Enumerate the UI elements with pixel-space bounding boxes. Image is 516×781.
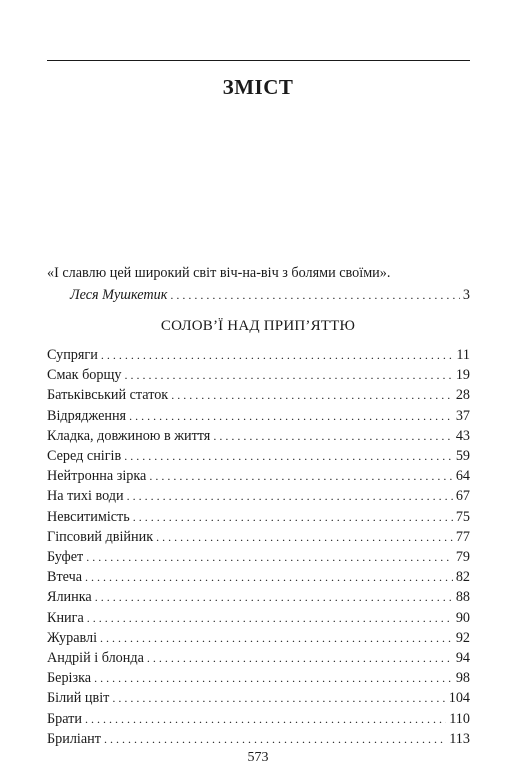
- toc-entry[interactable]: [47, 406, 470, 426]
- toc-entry-title: Нейтронна зірка: [47, 468, 147, 485]
- toc-entry-page: 92: [455, 629, 470, 646]
- toc-entry[interactable]: [47, 486, 470, 506]
- toc-entry[interactable]: [47, 608, 470, 628]
- toc-list: [47, 345, 470, 749]
- page-number: 573: [247, 750, 269, 765]
- dot-leader: [133, 507, 453, 527]
- toc-entry-title: Брати: [47, 710, 82, 727]
- toc-entry[interactable]: [47, 648, 470, 668]
- toc-entry[interactable]: [47, 365, 470, 385]
- toc-entry[interactable]: [47, 446, 470, 466]
- toc-entry[interactable]: [47, 709, 470, 729]
- dot-leader: [170, 284, 460, 306]
- toc-entry-page: 82: [455, 569, 470, 586]
- toc-entry-page: 104: [448, 690, 470, 707]
- toc-entry[interactable]: [47, 688, 470, 708]
- toc-entry-page: 110: [449, 710, 470, 727]
- epigraph-author: Леся Мушкетик: [70, 287, 168, 303]
- toc-entry-page: 88: [455, 589, 470, 606]
- toc-entry[interactable]: [47, 587, 470, 607]
- toc-entry[interactable]: [47, 729, 470, 749]
- toc-entry-title: Супряги: [47, 347, 98, 363]
- dot-leader: [149, 466, 452, 486]
- toc-entry-page: 59: [455, 448, 470, 465]
- toc-entry-page: 77: [455, 528, 470, 545]
- toc-entry[interactable]: [47, 466, 470, 486]
- toc-entry-page: 43: [455, 427, 470, 444]
- toc-entry-title: Брилiант: [47, 730, 101, 747]
- dot-leader: [104, 729, 446, 749]
- toc-entry-page: 28: [455, 387, 470, 404]
- toc-entry-title: Буфет: [47, 549, 84, 566]
- dot-leader: [87, 608, 453, 628]
- toc-entry-page: 37: [455, 407, 470, 424]
- toc-entry[interactable]: [47, 668, 470, 688]
- dot-leader: [86, 547, 453, 567]
- toc-entry-page: 19: [455, 367, 470, 384]
- toc-entry-title: Серед снігів: [47, 448, 122, 465]
- dot-leader: [95, 587, 453, 607]
- toc-entry[interactable]: [47, 385, 470, 405]
- dot-leader: [127, 486, 453, 506]
- toc-entry-title: Відрядження: [47, 407, 127, 424]
- toc-entry-title: Втеча: [47, 569, 83, 586]
- dot-leader: [101, 345, 454, 365]
- dot-leader: [171, 385, 453, 405]
- epigraph-page: 3: [462, 287, 470, 303]
- dot-leader: [156, 527, 453, 547]
- toc-entry[interactable]: [47, 426, 470, 446]
- toc-entry-page: 113: [449, 730, 470, 747]
- section-title: СОЛОВ’Ї НАД ПРИП’ЯТТЮ: [160, 318, 356, 334]
- dot-leader: [85, 709, 446, 729]
- dot-leader: [125, 365, 453, 385]
- toc-entry-page: 64: [455, 468, 470, 485]
- epigraph-quote: «І славлю цей широкий світ віч-на-віч з болями своїми».: [47, 265, 391, 281]
- toc-entry-page: 79: [455, 549, 470, 566]
- toc-entry-title: Кладка, довжиною в життя: [47, 427, 211, 444]
- toc-entry-page: 94: [455, 650, 470, 667]
- toc-entry-page: 11: [456, 347, 470, 363]
- toc-entry[interactable]: [47, 527, 470, 547]
- toc-entry-title: Берізка: [47, 670, 92, 687]
- toc-entry-title: Журавлі: [47, 629, 98, 646]
- toc-entry-title: Білий цвіт: [47, 690, 110, 707]
- dot-leader: [147, 648, 453, 668]
- epigraph-entry[interactable]: [47, 284, 470, 306]
- epigraph: [47, 262, 470, 306]
- toc-entry-title: Андрій і блонда: [47, 650, 144, 667]
- toc-entry[interactable]: [47, 567, 470, 587]
- dot-leader: [112, 688, 445, 708]
- dot-leader: [100, 628, 453, 648]
- dot-leader: [94, 668, 453, 688]
- dot-leader: [129, 406, 453, 426]
- toc-entry-page: 98: [455, 670, 470, 687]
- toc-entry-title: Невситимість: [47, 508, 130, 525]
- toc-entry-page: 67: [455, 488, 470, 505]
- toc-entry-page: 90: [455, 609, 470, 626]
- toc-entry-page: 75: [455, 508, 470, 525]
- toc-entry-title: Гіпсовий двійник: [47, 528, 154, 545]
- toc-entry[interactable]: [47, 547, 470, 567]
- toc-entry[interactable]: [47, 628, 470, 648]
- top-rule: [47, 60, 470, 61]
- dot-leader: [124, 446, 453, 466]
- dot-leader: [85, 567, 453, 587]
- toc-entry-title: Ялинка: [47, 589, 92, 606]
- toc-entry-title: Книга: [47, 609, 84, 626]
- page-title: ЗМІСТ: [222, 75, 294, 99]
- toc-entry-title: Батьківський статок: [47, 387, 169, 404]
- toc-entry[interactable]: [47, 345, 470, 365]
- toc-entry-title: На тихі води: [47, 488, 124, 505]
- dot-leader: [213, 426, 452, 446]
- toc-entry[interactable]: [47, 507, 470, 527]
- toc-entry-title: Смак борщу: [47, 367, 122, 384]
